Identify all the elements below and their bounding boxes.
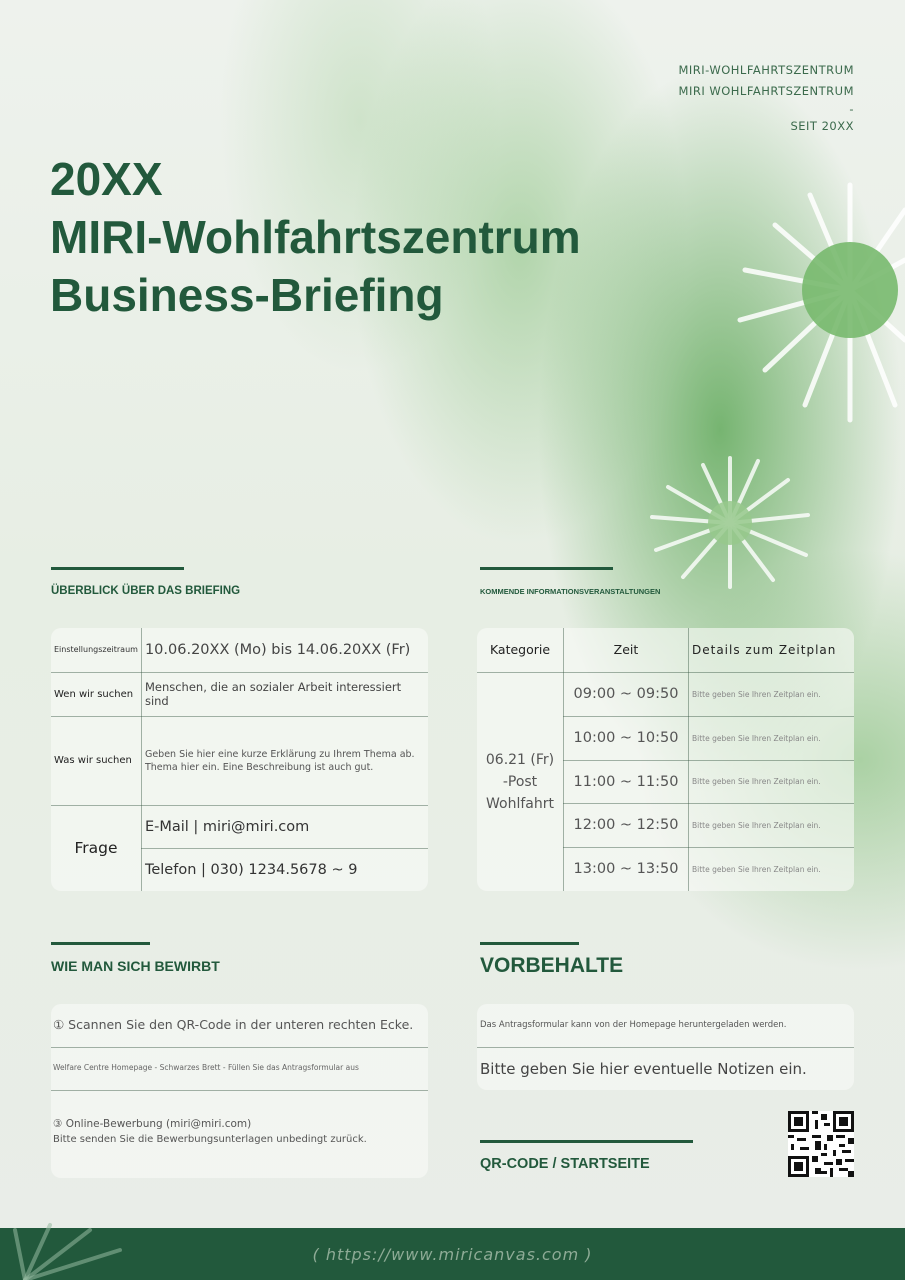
page-title: [50, 150, 581, 324]
apply-step-2: Welfare Centre Homepage - Schwarzes Brett - Füllen Sie das Antragsformular aus: [53, 1063, 359, 1072]
apply-step-3-title: ③ Online-Bewerbung (miri@miri.com): [53, 1118, 252, 1130]
overview-row: [51, 716, 428, 805]
notes-heading-bar: [480, 942, 579, 945]
event-time: 10:00 ~ 10:50: [564, 716, 689, 760]
overview-heading: ÜBERBLICK ÜBER DAS BRIEFING: [51, 585, 241, 597]
title-subject: Business-Briefing: [50, 269, 444, 321]
divider: [477, 1047, 854, 1048]
event-time: 11:00 ~ 11:50: [564, 760, 689, 803]
organization-header: [678, 60, 854, 137]
apply-heading-bar: [51, 942, 150, 945]
overview-row: [51, 672, 428, 716]
event-detail: Bitte geben Sie Ihren Zeitplan ein.: [689, 803, 855, 847]
overview-label: Wen wir suchen: [51, 672, 141, 716]
contact-email: E-Mail | miri@miri.com: [141, 805, 428, 848]
footer-url-link[interactable]: ( https://www.miricanvas.com ): [312, 1245, 593, 1264]
event-time: 12:00 ~ 12:50: [564, 803, 689, 847]
overview-heading-bar: [51, 567, 184, 570]
notes-line-1: Das Antragsformular kann von der Homepage heruntergeladen werden.: [480, 1020, 787, 1030]
question-label: Frage: [51, 805, 141, 891]
events-heading-bar: [480, 567, 613, 570]
qr-heading: QR-CODE / STARTSEITE: [480, 1156, 650, 1172]
event-time: 13:00 ~ 13:50: [564, 847, 689, 891]
starburst-small-icon: [648, 455, 813, 590]
since-label: SEIT 20XX: [790, 119, 854, 133]
starburst-large-icon: [730, 180, 905, 425]
event-category: 06.21 (Fr) -Post Wohlfahrt: [477, 672, 564, 891]
notes-box: [477, 1004, 854, 1090]
contact-phone: Telefon | 030) 1234.5678 ~ 9: [141, 848, 428, 891]
event-time: 09:00 ~ 09:50: [564, 672, 689, 716]
overview-table: [51, 628, 428, 891]
events-heading: KOMMENDE INFORMATIONSVERANSTALTUNGEN: [480, 587, 661, 596]
overview-value: Menschen, die an sozialer Arbeit interessiert sind: [141, 672, 428, 716]
divider: [51, 1090, 428, 1091]
apply-step-3-detail: Bitte senden Sie die Bewerbungsunterlagen unbedingt zurück.: [53, 1134, 367, 1145]
apply-heading: WIE MAN SICH BEWIRBT: [51, 958, 220, 974]
event-detail: Bitte geben Sie Ihren Zeitplan ein.: [689, 760, 855, 803]
event-detail: Bitte geben Sie Ihren Zeitplan ein.: [689, 672, 855, 716]
qr-heading-bar: [480, 1140, 693, 1143]
divider: [51, 1047, 428, 1048]
overview-label: Was wir suchen: [51, 716, 141, 805]
events-header-row: [477, 628, 854, 672]
overview-row: [51, 805, 428, 848]
title-year: 20XX: [50, 153, 163, 205]
overview-value: Geben Sie hier eine kurze Erklärung zu Ihrem Thema ab. Thema hier ein. Eine Beschreibung ist auch gut.: [141, 716, 428, 805]
apply-steps: [51, 1004, 428, 1178]
event-detail: Bitte geben Sie Ihren Zeitplan ein.: [689, 847, 855, 891]
events-table: [477, 628, 854, 891]
notes-heading: VORBEHALTE: [480, 954, 624, 977]
column-header: Kategorie: [477, 628, 564, 672]
event-row: [477, 672, 854, 716]
org-name-line2: MIRI WOHLFAHRTSZENTRUM: [678, 84, 854, 98]
header-dash: -: [849, 102, 854, 116]
column-header: Details zum Zeitplan: [689, 628, 855, 672]
column-header: Zeit: [564, 628, 689, 672]
title-organization: MIRI-Wohlfahrtszentrum: [50, 211, 581, 263]
event-detail: Bitte geben Sie Ihren Zeitplan ein.: [689, 716, 855, 760]
qr-code-icon[interactable]: [788, 1111, 854, 1177]
overview-value: 10.06.20XX (Mo) bis 14.06.20XX (Fr): [141, 628, 428, 672]
overview-row: [51, 628, 428, 672]
overview-label: Einstellungszeitraum: [51, 628, 141, 672]
apply-step-1: ① Scannen Sie den QR-Code in der unteren rechten Ecke.: [53, 1017, 414, 1032]
notes-line-2: Bitte geben Sie hier eventuelle Notizen ein.: [480, 1060, 807, 1078]
org-name-line1: MIRI-WOHLFAHRTSZENTRUM: [678, 63, 854, 77]
